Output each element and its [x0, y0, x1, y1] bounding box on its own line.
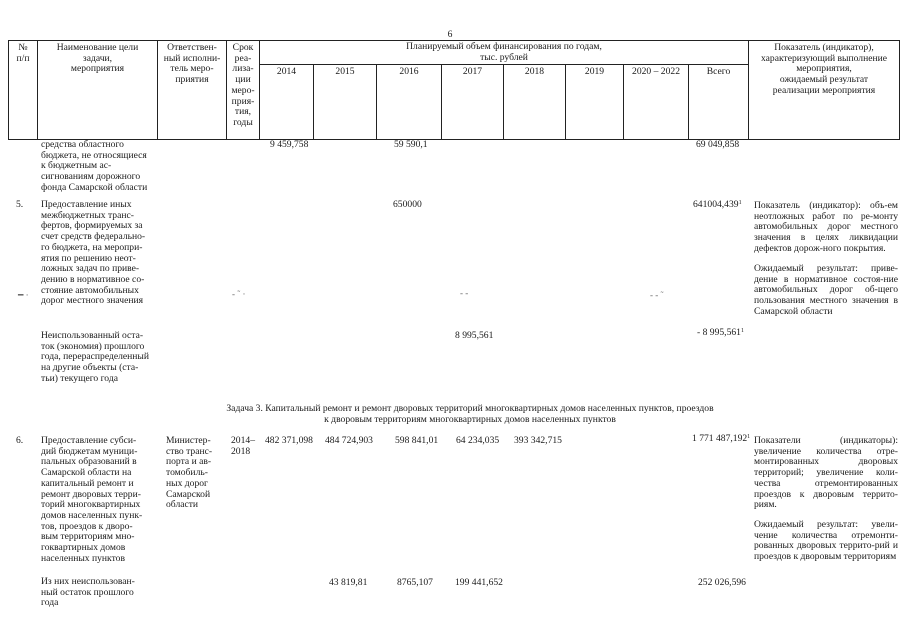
- row-unused-2017: 8 995,561: [455, 330, 494, 341]
- row5-name: Предоставление иных межбюджетных транс- фертов, формируемых за счет средств федерально- го бюджета, на меропри- ятия по решению неот- ложных задач по приве- дению в нормативное со- стояние автомобильных дорог местного значения: [41, 199, 146, 307]
- row5-total: 641004,439$^1$: [693, 199, 742, 210]
- header-indicator: Показатель (индикатор), характеризующий выполнение мероприятия, ожидаемый результат реализации мероприятия: [761, 42, 887, 96]
- row-funds-2016: 59 590,1: [394, 139, 428, 150]
- scan-mark: ‐ ‐: [460, 288, 469, 298]
- row-remain-2015: 43 819,81: [329, 577, 368, 588]
- row-unused-name: Неиспользованный оста- ток (экономия) прошлого года, перераспределенный на другие объекты (ста- тьи) текущего года: [41, 330, 150, 384]
- row-remain-total: 252 026,596: [698, 577, 746, 588]
- row5-indicator: Показатель (индикатор): объ-ем неотложных работ по ре-монту автомобильных дорог местного значения в целях ликвидации дефектов дорож-ного покрытия.: [754, 200, 898, 254]
- row-unused-total-note: 1: [740, 328, 744, 334]
- row6-2015: 484 724,903: [325, 435, 373, 446]
- row-remain-name: Из них неиспользован- ный остаток прошлого года: [41, 576, 135, 609]
- header-year-2018: 2018: [524, 66, 545, 77]
- row6-total-note: 1: [747, 434, 751, 440]
- row6-total: 1 771 487,192$^1$: [692, 433, 751, 444]
- row5-result: Ожидаемый результат: приве-дение в нормативное состоя-ние автомобильных дорог об-щего пользования местного значения в Самарской области: [754, 263, 898, 317]
- row5-total-note: 1: [738, 200, 742, 206]
- page-number: 6: [447, 29, 453, 40]
- header-year-2016: 2016: [399, 66, 419, 77]
- row6-2018: 393 342,715: [514, 435, 562, 446]
- row6-executor: Министер- ство транс- порта и ав- томобиль- ных дорог Самарской области: [166, 435, 213, 511]
- header-year-2020-2022: 2020 – 2022: [632, 66, 680, 77]
- header-year-total: Всего: [706, 66, 731, 77]
- row-funds-name: средства областного бюджета, не относящиеся к бюджетным ас- сигнованиям дорожного фонда Самарской области: [41, 139, 148, 193]
- scan-mark: ━ ·: [18, 290, 29, 300]
- row6-2016: 598 841,01: [395, 435, 439, 446]
- header-year-2017: 2017: [462, 66, 483, 77]
- header-name: Наименование цели задачи, мероприятия: [56, 42, 139, 75]
- task-3-heading: Задача 3. Капитальный ремонт и ремонт дворовых территорий многоквартирных домов населенных пунктов, проездов к дворовым территориям многоквартирных домов населенных пунктов: [226, 403, 714, 425]
- row6-indicator: Показатели (индикаторы): увеличение количества отре-монтированных дворовых территорий; увеличение коли-чества отремонтированных проездов к дворовым террито-риям.: [754, 435, 898, 511]
- row5-num: 5.: [16, 199, 24, 210]
- header-year-2015: 2015: [335, 66, 355, 77]
- header-year-2019: 2019: [584, 66, 605, 77]
- row6-num: 6.: [16, 435, 24, 446]
- row-unused-total: - 8 995,561$^1$: [697, 327, 744, 338]
- header-plan: Планируемый объем финансирования по годам, тыс. рублей: [406, 41, 602, 63]
- row6-2014: 482 371,098: [265, 435, 313, 446]
- scan-mark: ‐ ‐ ˜: [650, 290, 664, 300]
- row-remain-2016: 8765,107: [397, 577, 433, 588]
- header-num: № п/п: [16, 42, 30, 64]
- header-executor: Ответствен- ный исполни- тель меро- приятия: [163, 42, 221, 86]
- header-term: Срок реа- лиза- ции меро- прия- тия, годы: [231, 42, 255, 128]
- row6-result: Ожидаемый результат: увели-чение количества отремонти-рованных дворовых террито-рий и проездов к дворовым территориям: [754, 519, 898, 563]
- row-funds-total: 69 049,858: [696, 139, 740, 150]
- row6-2017: 64 234,035: [456, 435, 500, 446]
- row-remain-2017: 199 441,652: [455, 577, 503, 588]
- header-year-2014: 2014: [276, 66, 297, 77]
- row6-name: Предоставление субси- дий бюджетам муници- пальных образований в Самарской области на капитальный ремонт и ремонт дворовых терри- торий многоквартирных домов населенных пунк- тов, проездов к дворо- вым территориям мно- гоквартирных домов населенных пунктов: [41, 435, 143, 564]
- scan-mark: ‐ ˜ ·: [232, 289, 246, 299]
- row5-2016: 650000: [393, 199, 422, 210]
- row-funds-2014: 9 459,758: [270, 139, 309, 150]
- row6-term: 2014– 2018: [231, 435, 255, 457]
